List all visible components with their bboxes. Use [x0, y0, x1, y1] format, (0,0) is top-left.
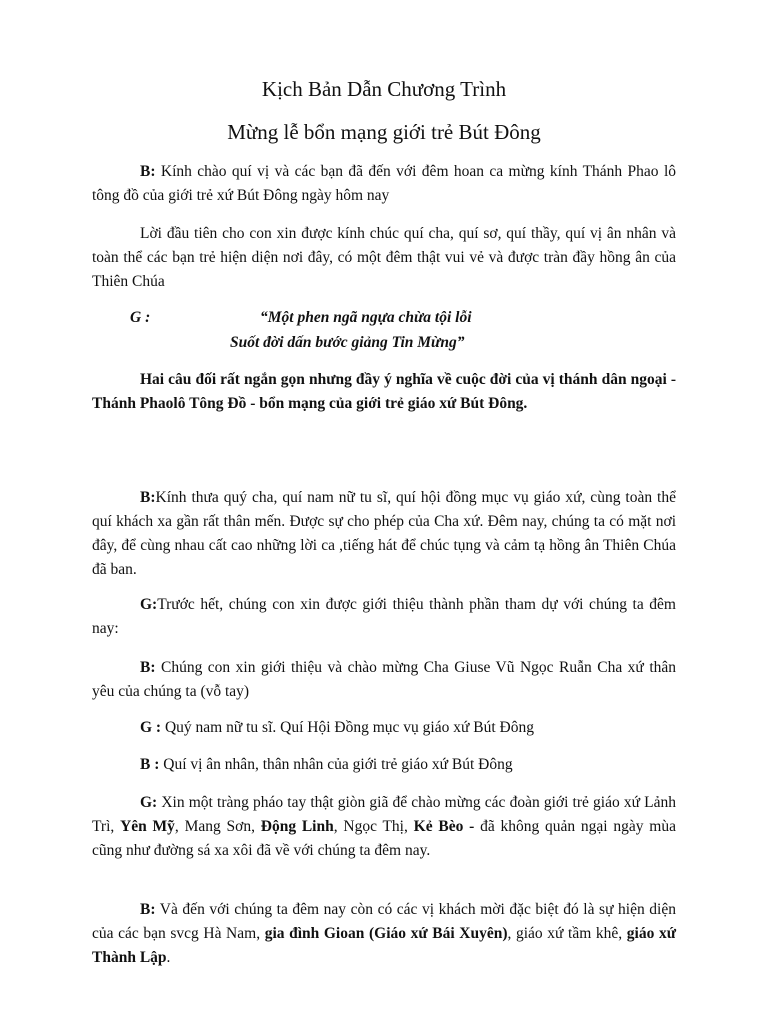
paragraph-text: đã không quản ngại ngày mùa cũng như đường sá xa xôi đã về với chúng ta đêm nay. [92, 818, 676, 859]
speaker-label: G: [140, 596, 158, 613]
poem-line-2: Suốt đời dấn bước giảng Tin Mừng” [230, 334, 465, 351]
paragraph-text: , Ngọc Thị, [333, 818, 414, 835]
paragraph-text: Và đến với chúng ta đêm nay còn có các vị khách mời đặc biệt đó là sự hiện diện của các bạn svcg Hà Nam, [92, 901, 676, 942]
paragraph-youth-groups [92, 791, 676, 863]
paragraph-greeting [92, 486, 676, 582]
paragraph-text: Xin một tràng pháo tay thật giòn giã để chào mừng các đoàn giới trẻ giáo xứ Lảnh Trì, [92, 794, 676, 835]
paragraph-text: Hai câu đối rất ngắn gọn nhưng đầy ý nghĩa về cuộc đời của vị thánh dân ngoại - Thánh Phaolô Tông Đồ - bổn mạng của giới trẻ giáo xứ Bút Đông. [92, 371, 676, 412]
speaker-label: B : [140, 756, 160, 773]
paragraph-text: Kính chào quí vị và các bạn đã đến với đêm hoan ca mừng kính Thánh Phao lô tông đồ của giới trẻ xứ Bút Đông ngày hôm nay [92, 163, 676, 204]
speaker-label: G: [140, 794, 158, 811]
speaker-label: B: [140, 659, 156, 676]
poem-couplet [130, 306, 690, 356]
paragraph-text: Quí vị ân nhân, thân nhân của giới trẻ giáo xứ Bút Đông [159, 756, 513, 773]
parish-name-bold: Yên Mỹ [120, 818, 175, 835]
paragraph-text: , giáo xứ tầm khê, [507, 925, 627, 942]
speaker-label: B: [140, 489, 156, 506]
paragraph-special-guests [92, 898, 676, 970]
parish-name-bold: Kẻ Bèo - [413, 818, 475, 835]
speaker-label: B: [140, 901, 156, 918]
paragraph-couplet-meaning [92, 368, 676, 416]
parish-name-bold: Động Linh [260, 818, 334, 835]
paragraph-wishes [92, 222, 676, 294]
document-title: Kịch Bản Dẫn Chương Trình [261, 77, 507, 101]
paragraph-text: , Mang Sơn, [174, 818, 261, 835]
paragraph-text: Kính thưa quý cha, quí nam nữ tu sĩ, quí hội đồng mục vụ giáo xứ, cùng toàn thể quí khách xa gần rất thân mến. Được sự cho phép của Cha xứ. Đêm nay, chúng ta có mặt nơi đây, để cùng nhau cất cao những lời ca ,tiếng hát để chúc tụng và cảm tạ hồng ân Thiên Chúa đã ban. [92, 489, 676, 578]
paragraph-text: Quý nam nữ tu sĩ. Quí Hội Đồng mục vụ giáo xứ Bút Đông [161, 719, 534, 736]
paragraph-text: Trước hết, chúng con xin được giới thiệu thành phần tham dự với chúng ta đêm nay: [92, 596, 676, 637]
paragraph-welcome [92, 160, 676, 208]
poem-line-1: “Một phen ngã ngựa chừa tội lỗi [260, 309, 472, 326]
paragraph-priest [92, 656, 676, 704]
speaker-label: B: [140, 163, 156, 180]
speaker-label: G : [130, 309, 151, 326]
document-subtitle: Mừng lễ bổn mạng giới trẻ Bút Đông [227, 120, 541, 144]
paragraph-introduction [92, 593, 676, 641]
guest-parish-bold: giáo xứ Thành Lập [92, 925, 676, 966]
paragraph-text: . [166, 949, 171, 966]
guest-name-bold: gia đình Gioan [264, 925, 365, 942]
guest-parish-bold: (Giáo xứ Bái Xuyên) [364, 925, 508, 942]
paragraph-text: Chúng con xin giới thiệu và chào mừng Cha Giuse Vũ Ngọc Ruẫn Cha xứ thân yêu của chúng ta (vỗ tay) [92, 659, 676, 700]
speaker-label: G : [140, 719, 162, 736]
paragraph-religious [92, 716, 676, 740]
paragraph-benefactors [92, 753, 676, 777]
paragraph-text: Lời đầu tiên cho con xin được kính chúc quí cha, quí sơ, quí thầy, quí vị ân nhân và toàn thể các bạn trẻ hiện diện nơi đây, có một đêm thật vui vẻ và được tràn đầy hồng ân của Thiên Chúa [92, 225, 676, 290]
